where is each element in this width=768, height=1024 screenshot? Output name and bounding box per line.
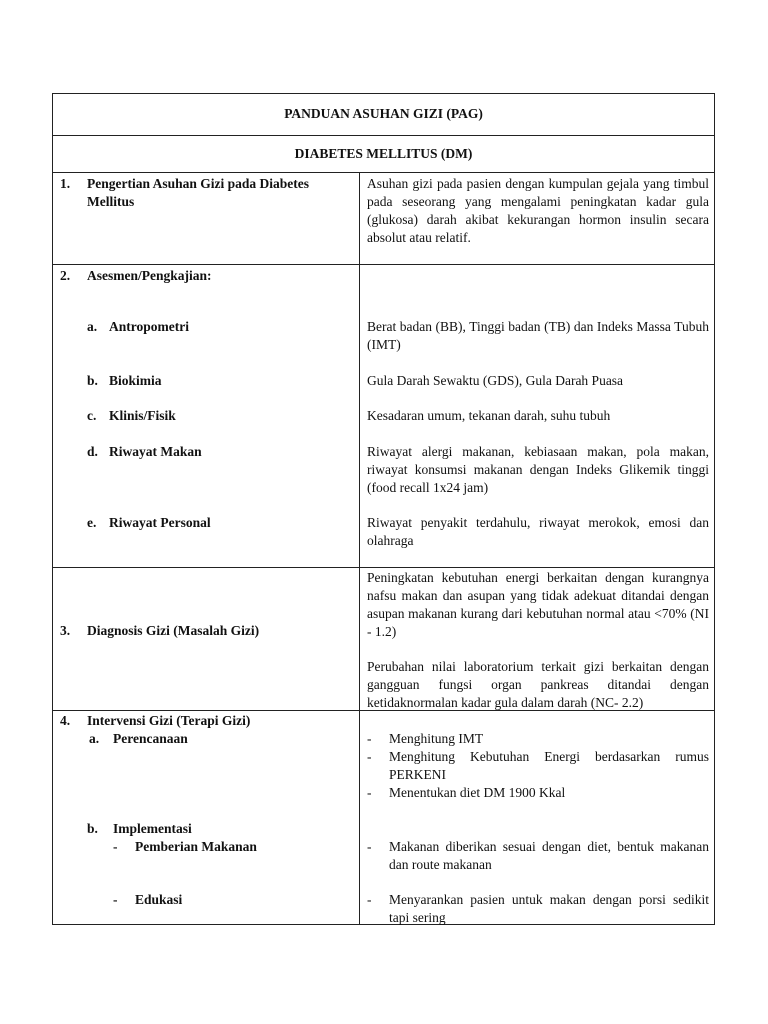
section-3-label: Diagnosis Gizi (Masalah Gizi) [87, 623, 260, 638]
item-riwayat-personal-text: Riwayat penyakit terdahulu, riwayat merokok, emosi dan olahraga [367, 515, 709, 548]
item-letter: b. [87, 821, 98, 836]
item-antropometri-text: Berat badan (BB), Tinggi badan (TB) dan Indeks Massa Tubuh (IMT) [367, 319, 709, 352]
item-klinis-text: Kesadaran umum, tekanan darah, suhu tubuh [367, 408, 611, 423]
list-item-text: Menghitung IMT [389, 731, 484, 746]
section-1-text: Asuhan gizi pada pasien dengan kumpulan gejala yang timbul pada seseorang yang mengalami peningkatan kadar gula (glukosa) darah akibat kekurangan hormon insulin secara absolut atau relatif. [367, 176, 709, 245]
row-divider [53, 135, 714, 136]
page-subtitle: DIABETES MELLITUS (DM) [294, 146, 473, 161]
list-item-text: Makanan diberikan sesuai dengan diet, bentuk makanan dan route makanan [389, 839, 709, 872]
pemberian-makanan-label: Pemberian Makanan [135, 839, 257, 854]
section-2-number: 2. [60, 268, 71, 283]
item-letter: a. [89, 731, 100, 746]
dash-bullet: - [367, 749, 372, 764]
item-riwayat-personal-label: Riwayat Personal [109, 515, 211, 530]
diagnosis-text-1: Peningkatan kebutuhan energi berkaitan dengan kurangnya nafsu makan dan asupan yang tidak adekuat ditandai dengan asupan makanan kurang dari kebutuhan normal atau <70% (NI - 1.2) [367, 570, 709, 639]
page-title: PANDUAN ASUHAN GIZI (PAG) [284, 106, 483, 121]
dash-bullet: - [367, 839, 372, 854]
section-4-label: Intervensi Gizi (Terapi Gizi) [87, 713, 251, 728]
perencanaan-label: Perencanaan [113, 731, 188, 746]
implementasi-label: Implementasi [113, 821, 192, 836]
item-letter: e. [87, 515, 97, 530]
section-1-number: 1. [60, 176, 71, 191]
item-letter: c. [87, 408, 97, 423]
list-item-text: Menyarankan pasien untuk makan dengan porsi sedikit tapi sering [389, 892, 709, 925]
item-klinis-label: Klinis/Fisik [109, 408, 176, 423]
item-letter: b. [87, 373, 98, 388]
item-antropometri-label: Antropometri [109, 319, 189, 334]
diagnosis-text-2: Perubahan nilai laboratorium terkait gizi berkaitan dengan gangguan fungsi organ pankreas ditandai dengan ketidaknormalan kadar gula dalam darah (NC- 2.2) [367, 659, 709, 710]
item-biokimia-text: Gula Darah Sewaktu (GDS), Gula Darah Puasa [367, 373, 624, 388]
list-item [367, 730, 709, 748]
row-divider [53, 567, 714, 568]
item-letter: d. [87, 444, 98, 459]
column-divider [359, 172, 360, 924]
item-biokimia-label: Biokimia [109, 373, 162, 388]
row-divider [53, 172, 714, 173]
dash-bullet: - [367, 785, 372, 800]
section-1-label: Pengertian Asuhan Gizi pada Diabetes Mellitus [87, 176, 310, 209]
section-4-number: 4. [60, 713, 71, 728]
item-letter: a. [87, 319, 98, 334]
section-3-number: 3. [60, 623, 71, 638]
item-riwayat-makan-label: Riwayat Makan [109, 444, 202, 459]
dash-bullet: - [367, 731, 372, 746]
dash-bullet: - [367, 892, 372, 907]
list-item [367, 891, 709, 927]
list-item [367, 748, 709, 784]
dash-bullet: - [113, 892, 118, 907]
row-divider [53, 264, 714, 265]
list-item [367, 838, 709, 874]
list-item-text: Menghitung Kebutuhan Energi berdasarkan rumus PERKENI [389, 749, 709, 782]
dash-bullet: - [113, 839, 118, 854]
section-2-label: Asesmen/Pengkajian: [87, 268, 212, 283]
list-item-text: Menentukan diet DM 1900 Kkal [389, 785, 566, 800]
edukasi-label: Edukasi [135, 892, 183, 907]
list-item [367, 784, 709, 802]
item-riwayat-makan-text: Riwayat alergi makanan, kebiasaan makan, pola makan, riwayat konsumsi makanan dengan Indeks Glikemik tinggi (food recall 1x24 jam) [367, 444, 709, 495]
guideline-table [52, 93, 715, 925]
